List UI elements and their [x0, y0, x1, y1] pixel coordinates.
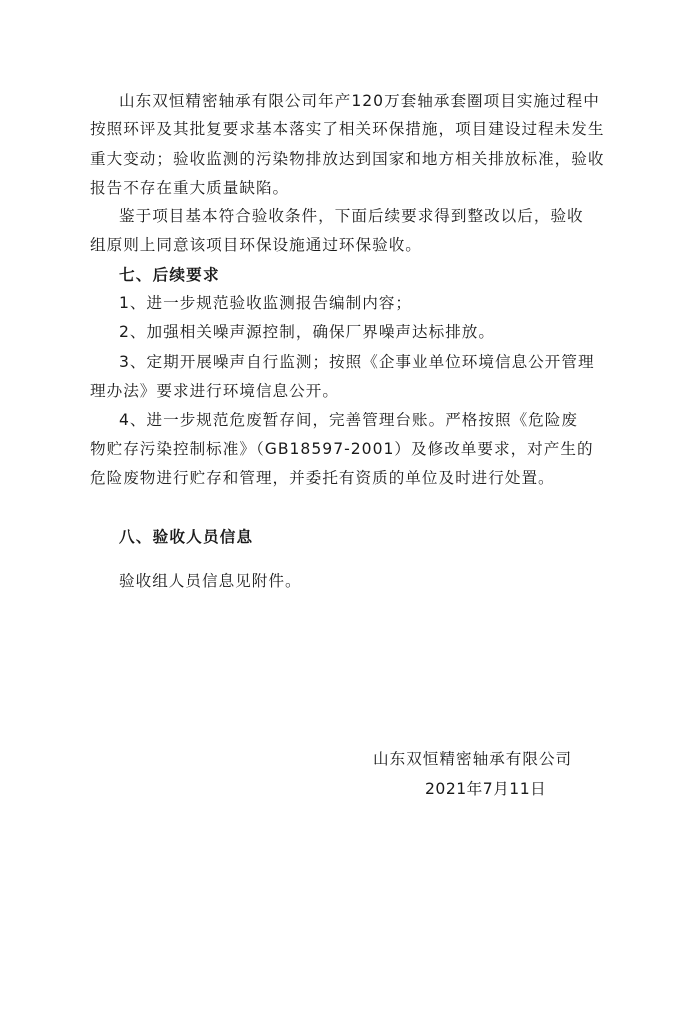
paragraph-2-line-2: 组原则上同意该项目环保设施通过环保验收。: [90, 236, 422, 254]
paragraph-1-line-2: 按照环评及其批复要求基本落实了相关环保措施，项目建设过程未发生: [90, 120, 605, 138]
section-8-heading: 八、验收人员信息: [119, 528, 254, 546]
section-7-item-4-line-2: 物贮存污染控制标准》（GB18597-2001）及修改单要求，对产生的: [90, 440, 594, 458]
section-7-item-4-line-3: 危险废物进行贮存和管理，并委托有资质的单位及时进行处置。: [90, 469, 555, 487]
section-7-item-4-line-1: 4、进一步规范危废暂存间，完善管理台账。严格按照《危险废: [119, 411, 578, 429]
signature-company: 山东双恒精密轴承有限公司: [373, 750, 573, 768]
paragraph-1-line-3: 重大变动；验收监测的污染物排放达到国家和地方相关排放标准，验收: [90, 150, 605, 168]
paragraph-1-line-1: 山东双恒精密轴承有限公司年产120万套轴承套圈项目实施过程中: [119, 92, 600, 110]
section-7-item-3-line-2: 理办法》要求进行环境信息公开。: [90, 382, 339, 400]
section-7-item-1: 1、进一步规范验收监测报告编制内容；: [119, 294, 413, 312]
section-7-item-3-line-1: 3、定期开展噪声自行监测；按照《企事业单位环境信息公开管理: [119, 353, 595, 371]
paragraph-1-line-4: 报告不存在重大质量缺陷。: [90, 179, 290, 197]
section-7-heading: 七、后续要求: [119, 266, 220, 284]
section-7-item-2: 2、加强相关噪声源控制，确保厂界噪声达标排放。: [119, 323, 495, 341]
paragraph-2-line-1: 鉴于项目基本符合验收条件，下面后续要求得到整改以后，验收: [119, 207, 584, 225]
section-8-text: 验收组人员信息见附件。: [119, 572, 302, 590]
signature-date: 2021年7月11日: [425, 780, 547, 798]
